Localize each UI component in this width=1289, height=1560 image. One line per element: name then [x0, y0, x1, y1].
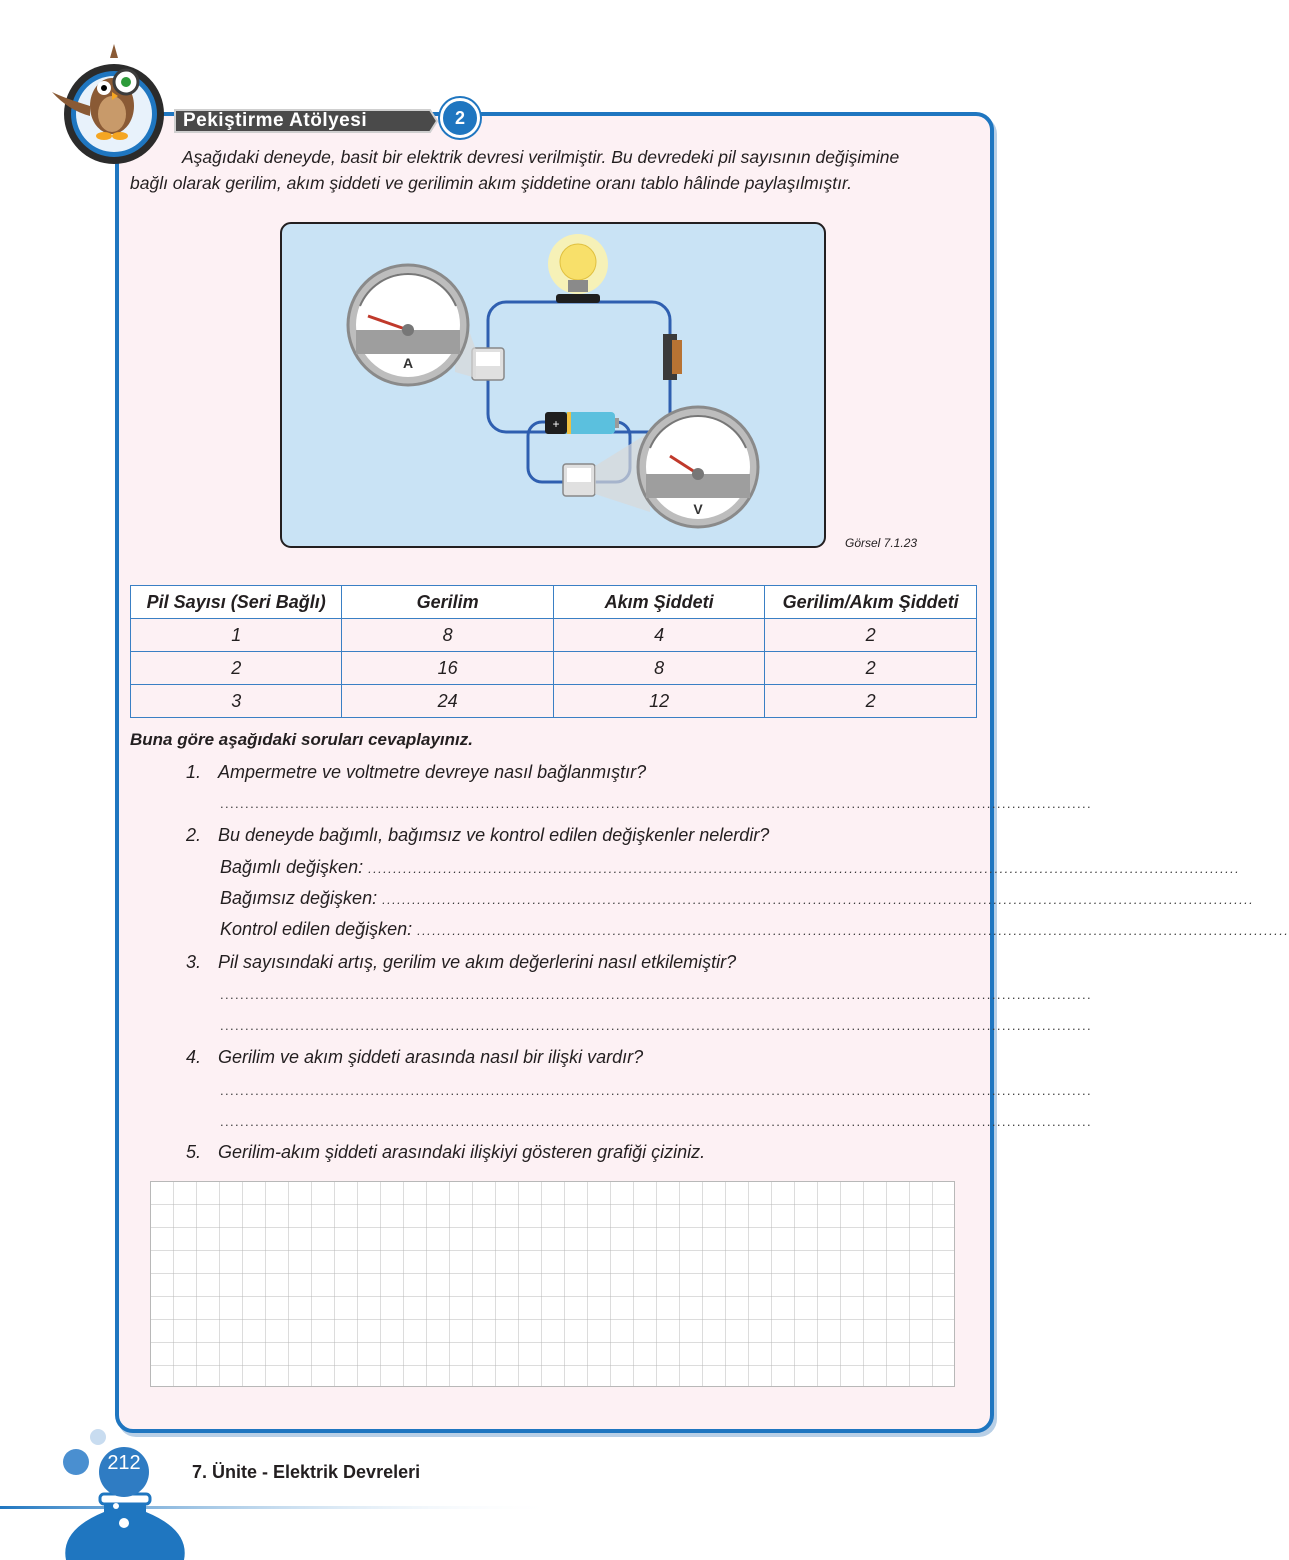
table-row [131, 685, 977, 718]
question-4 [186, 1047, 643, 1068]
table-cell: 16 [342, 652, 553, 685]
answer-line[interactable]: .............................................................................................................................................................................. [220, 1018, 1093, 1033]
question-text: Gerilim-akım şiddeti arasındaki ilişkiyi gösteren grafiği çiziniz. [218, 1142, 706, 1162]
answer-line[interactable]: .............................................................................................................................................................................. [220, 796, 1093, 811]
table-cell: 3 [131, 685, 342, 718]
question-number: 2. [186, 825, 202, 845]
table-cell: 8 [553, 652, 764, 685]
question-number: 3. [186, 952, 202, 972]
voltmeter-icon [638, 407, 758, 527]
section-title: Pekiştirme Atölyesi [183, 110, 368, 131]
instruction-text: Buna göre aşağıdaki soruları cevaplayınız. [130, 730, 473, 749]
footer-decoration [0, 1420, 600, 1560]
question-number: 5. [186, 1142, 202, 1162]
question-5 [186, 1142, 705, 1163]
question-1 [186, 762, 646, 783]
answer-line[interactable]: .............................................................................................................................................................................. [382, 892, 1255, 907]
question-number: 1. [186, 762, 202, 782]
data-table [130, 585, 977, 718]
dependent-variable-label: Bağımlı değişken: [220, 857, 364, 877]
ammeter-icon [348, 265, 468, 385]
unit-title: 7. Ünite - Elektrik Devreleri [192, 1462, 421, 1482]
table-cell: 8 [342, 619, 553, 652]
table-cell: 2 [765, 652, 977, 685]
controlled-variable-label: Kontrol edilen değişken: [220, 919, 413, 939]
question-2 [186, 825, 769, 846]
question-number: 4. [186, 1047, 202, 1067]
graph-grid[interactable] [150, 1181, 955, 1387]
independent-variable-label: Bağımsız değişken: [220, 888, 378, 908]
intro-line-2: bağlı olarak gerilim, akım şiddeti ve gerilimin akım şiddetine oranı tablo hâlinde paylaşılmıştır. [130, 173, 853, 193]
intro-line-1: Aşağıdaki deneyde, basit bir elektrik devresi verilmiştir. Bu devredeki pil sayısının değişimine [182, 147, 900, 167]
table-cell: 12 [553, 685, 764, 718]
table-cell: 1 [131, 619, 342, 652]
independent-variable-row [220, 888, 1255, 909]
table-row [131, 619, 977, 652]
table-row [131, 652, 977, 685]
question-text: Pil sayısındaki artış, gerilim ve akım değerlerini nasıl etkilemiştir? [218, 952, 737, 972]
question-text: Gerilim ve akım şiddeti arasında nasıl bir ilişki vardır? [218, 1047, 644, 1067]
answer-line[interactable]: .............................................................................................................................................................................. [417, 923, 1289, 938]
question-3 [186, 952, 736, 973]
answer-line[interactable]: .............................................................................................................................................................................. [368, 861, 1241, 876]
figure-caption: Görsel 7.1.23 [845, 536, 918, 550]
header-cell-current: Akım Şiddeti [553, 586, 764, 619]
table-cell: 4 [553, 619, 764, 652]
answer-line[interactable]: .............................................................................................................................................................................. [220, 1114, 1093, 1129]
table-header-row [131, 586, 977, 619]
question-text: Ampermetre ve voltmetre devreye nasıl bağlanmıştır? [218, 762, 647, 782]
voltmeter-label: V [693, 501, 703, 517]
header-cell-ratio: Gerilim/Akım Şiddeti [765, 586, 977, 619]
answer-line[interactable]: .............................................................................................................................................................................. [220, 987, 1093, 1002]
header-cell-voltage: Gerilim [342, 586, 553, 619]
battery-plus-label: + [552, 417, 560, 431]
circuit-figure [280, 222, 826, 548]
page-number: 212 [99, 1447, 149, 1497]
dependent-variable-row [220, 857, 1241, 878]
question-text: Bu deneyde bağımlı, bağımsız ve kontrol edilen değişkenler nelerdir? [218, 825, 770, 845]
header-cell-battery-count: Pil Sayısı (Seri Bağlı) [131, 586, 342, 619]
table-cell: 2 [131, 652, 342, 685]
ammeter-label: A [402, 355, 414, 371]
section-number: 2 [440, 98, 480, 138]
table-cell: 2 [765, 685, 977, 718]
answer-line[interactable]: .............................................................................................................................................................................. [220, 1083, 1093, 1098]
table-cell: 24 [342, 685, 553, 718]
table-cell: 2 [765, 619, 977, 652]
controlled-variable-row [220, 919, 1289, 940]
